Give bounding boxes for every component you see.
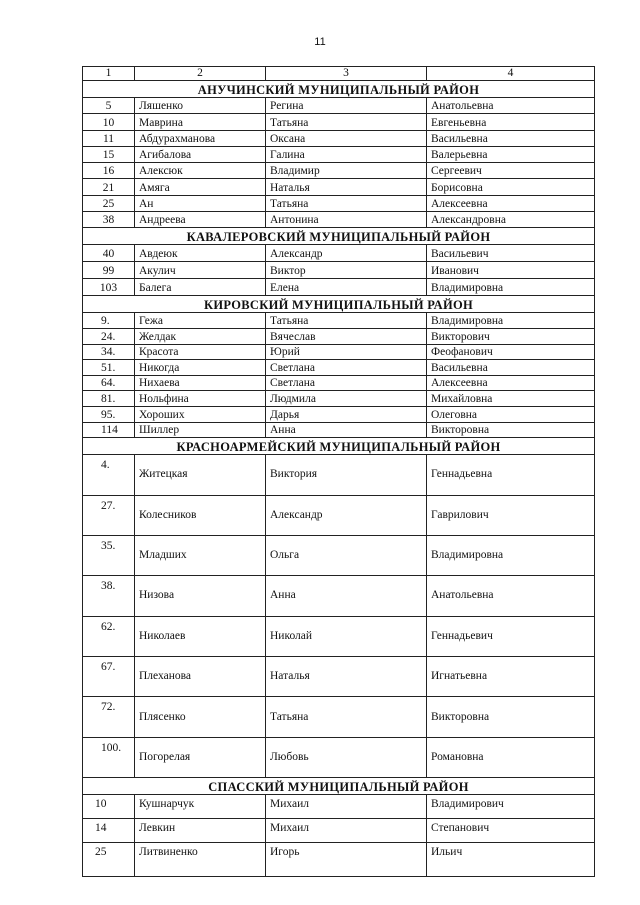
column-number: 4 — [427, 67, 595, 81]
first-name-cell: Галина — [266, 146, 427, 162]
row-number: 16 — [83, 163, 135, 179]
patronymic-cell: Викторович — [427, 328, 595, 344]
column-number-row — [83, 67, 595, 81]
patronymic-cell: Геннадьевна — [427, 455, 595, 495]
surname-cell: Никогда — [135, 360, 266, 376]
district-heading: КРАСНОАРМЕЙСКИЙ МУНИЦИПАЛЬНЫЙ РАЙОН — [83, 438, 595, 455]
first-name-cell: Виктория — [266, 455, 427, 495]
first-name-cell: Светлана — [266, 360, 427, 376]
table-row — [83, 262, 595, 279]
row-number: 25 — [83, 195, 135, 211]
table-row — [83, 455, 595, 495]
patronymic-cell: Васильевич — [427, 245, 595, 262]
first-name-cell: Владимир — [266, 163, 427, 179]
patronymic-cell: Владимировна — [427, 535, 595, 575]
patronymic-cell: Васильевна — [427, 360, 595, 376]
first-name-cell: Антонина — [266, 212, 427, 228]
surname-cell: Красота — [135, 344, 266, 360]
patronymic-cell: Степанович — [427, 819, 595, 843]
table-row — [83, 819, 595, 843]
first-name-cell: Михаил — [266, 795, 427, 819]
table-row — [83, 495, 595, 535]
table-row — [83, 212, 595, 228]
first-name-cell: Анна — [266, 422, 427, 438]
table-row — [83, 245, 595, 262]
patronymic-cell: Викторовна — [427, 422, 595, 438]
first-name-cell: Наталья — [266, 657, 427, 697]
surname-cell: Младших — [135, 535, 266, 575]
first-name-cell: Николай — [266, 616, 427, 656]
table-row — [83, 616, 595, 656]
patronymic-cell: Евгеньевна — [427, 114, 595, 130]
table-row — [83, 843, 595, 877]
surname-cell: Алексюк — [135, 163, 266, 179]
column-number: 1 — [83, 67, 135, 81]
surname-cell: Левкин — [135, 819, 266, 843]
patronymic-cell: Феофанович — [427, 344, 595, 360]
row-number: 10 — [83, 114, 135, 130]
first-name-cell: Светлана — [266, 375, 427, 391]
row-number: 10 — [83, 795, 135, 819]
table-row — [83, 657, 595, 697]
patronymic-cell: Алексеевна — [427, 195, 595, 211]
patronymic-cell: Игнатьевна — [427, 657, 595, 697]
row-number: 9. — [83, 313, 135, 329]
first-name-cell: Татьяна — [266, 697, 427, 737]
table-row — [83, 422, 595, 438]
table-row — [83, 179, 595, 195]
district-heading: АНУЧИНСКИЙ МУНИЦИПАЛЬНЫЙ РАЙОН — [83, 81, 595, 98]
surname-cell: Нольфина — [135, 391, 266, 407]
patronymic-cell: Владимировна — [427, 313, 595, 329]
first-name-cell: Татьяна — [266, 313, 427, 329]
patronymic-cell: Владимировна — [427, 279, 595, 296]
surname-cell: Балега — [135, 279, 266, 296]
first-name-cell: Любовь — [266, 737, 427, 777]
row-number: 24. — [83, 328, 135, 344]
table-row — [83, 130, 595, 146]
row-number: 14 — [83, 819, 135, 843]
surname-cell: Ан — [135, 195, 266, 211]
row-number: 27. — [83, 495, 135, 535]
page-number: 11 — [314, 36, 326, 48]
row-number: 81. — [83, 391, 135, 407]
table-row — [83, 375, 595, 391]
patronymic-cell: Александровна — [427, 212, 595, 228]
district-heading-row — [83, 778, 595, 795]
district-heading-row — [83, 81, 595, 98]
table-row — [83, 795, 595, 819]
district-heading-row — [83, 228, 595, 245]
patronymic-cell: Геннадьевич — [427, 616, 595, 656]
row-number: 15 — [83, 146, 135, 162]
row-number: 21 — [83, 179, 135, 195]
patronymic-cell: Викторовна — [427, 697, 595, 737]
surname-cell: Ляшенко — [135, 98, 266, 114]
table-row — [83, 406, 595, 422]
patronymic-cell: Ильич — [427, 843, 595, 877]
first-name-cell: Михаил — [266, 819, 427, 843]
row-number: 67. — [83, 657, 135, 697]
row-number: 11 — [83, 130, 135, 146]
surname-cell: Житецкая — [135, 455, 266, 495]
row-number: 4. — [83, 455, 135, 495]
table-row — [83, 391, 595, 407]
surname-cell: Маврина — [135, 114, 266, 130]
row-number: 64. — [83, 375, 135, 391]
first-name-cell: Татьяна — [266, 114, 427, 130]
first-name-cell: Дарья — [266, 406, 427, 422]
surname-cell: Гежа — [135, 313, 266, 329]
row-number: 72. — [83, 697, 135, 737]
first-name-cell: Татьяна — [266, 195, 427, 211]
surname-cell: Авдеюк — [135, 245, 266, 262]
first-name-cell: Анна — [266, 576, 427, 616]
table-row — [83, 98, 595, 114]
row-number: 95. — [83, 406, 135, 422]
surname-cell: Агибалова — [135, 146, 266, 162]
surname-cell: Николаев — [135, 616, 266, 656]
surname-cell: Хороших — [135, 406, 266, 422]
first-name-cell: Виктор — [266, 262, 427, 279]
row-number: 38 — [83, 212, 135, 228]
first-name-cell: Игорь — [266, 843, 427, 877]
table-row — [83, 163, 595, 179]
first-name-cell: Елена — [266, 279, 427, 296]
table-row — [83, 535, 595, 575]
surname-cell: Низова — [135, 576, 266, 616]
patronymic-cell: Алексеевна — [427, 375, 595, 391]
patronymic-cell: Борисовна — [427, 179, 595, 195]
row-number: 34. — [83, 344, 135, 360]
row-number: 5 — [83, 98, 135, 114]
district-heading-row — [83, 438, 595, 455]
table-row — [83, 195, 595, 211]
patronymic-cell: Владимирович — [427, 795, 595, 819]
table-row — [83, 146, 595, 162]
row-number: 100. — [83, 737, 135, 777]
first-name-cell: Александр — [266, 245, 427, 262]
first-name-cell: Регина — [266, 98, 427, 114]
patronymic-cell: Васильевна — [427, 130, 595, 146]
first-name-cell: Юрий — [266, 344, 427, 360]
table-row — [83, 313, 595, 329]
table-row — [83, 697, 595, 737]
first-name-cell: Оксана — [266, 130, 427, 146]
surname-cell: Кушнарчук — [135, 795, 266, 819]
patronymic-cell: Олеговна — [427, 406, 595, 422]
patronymic-cell: Михайловна — [427, 391, 595, 407]
column-number: 2 — [135, 67, 266, 81]
roster-body — [83, 67, 595, 877]
surname-cell: Амяга — [135, 179, 266, 195]
row-number: 62. — [83, 616, 135, 656]
table-row — [83, 576, 595, 616]
row-number: 25 — [83, 843, 135, 877]
patronymic-cell: Сергеевич — [427, 163, 595, 179]
surname-cell: Погорелая — [135, 737, 266, 777]
row-number: 51. — [83, 360, 135, 376]
first-name-cell: Наталья — [266, 179, 427, 195]
surname-cell: Желдак — [135, 328, 266, 344]
first-name-cell: Александр — [266, 495, 427, 535]
table-row — [83, 328, 595, 344]
first-name-cell: Людмила — [266, 391, 427, 407]
patronymic-cell: Иванович — [427, 262, 595, 279]
roster-table — [82, 66, 595, 877]
district-heading-row — [83, 296, 595, 313]
row-number: 103 — [83, 279, 135, 296]
surname-cell: Шиллер — [135, 422, 266, 438]
surname-cell: Абдурахманова — [135, 130, 266, 146]
patronymic-cell: Анатольевна — [427, 98, 595, 114]
district-heading: СПАССКИЙ МУНИЦИПАЛЬНЫЙ РАЙОН — [83, 778, 595, 795]
table-row — [83, 344, 595, 360]
patronymic-cell: Гаврилович — [427, 495, 595, 535]
table-row — [83, 279, 595, 296]
patronymic-cell: Анатольевна — [427, 576, 595, 616]
row-number: 38. — [83, 576, 135, 616]
table-row — [83, 360, 595, 376]
patronymic-cell: Валерьевна — [427, 146, 595, 162]
table-row — [83, 114, 595, 130]
row-number: 35. — [83, 535, 135, 575]
surname-cell: Плеханова — [135, 657, 266, 697]
first-name-cell: Вячеслав — [266, 328, 427, 344]
table-row — [83, 737, 595, 777]
surname-cell: Нихаева — [135, 375, 266, 391]
row-number: 40 — [83, 245, 135, 262]
surname-cell: Плясенко — [135, 697, 266, 737]
surname-cell: Андреева — [135, 212, 266, 228]
district-heading: КИРОВСКИЙ МУНИЦИПАЛЬНЫЙ РАЙОН — [83, 296, 595, 313]
row-number: 99 — [83, 262, 135, 279]
surname-cell: Акулич — [135, 262, 266, 279]
first-name-cell: Ольга — [266, 535, 427, 575]
row-number: 114 — [83, 422, 135, 438]
surname-cell: Колесников — [135, 495, 266, 535]
district-heading: КАВАЛЕРОВСКИЙ МУНИЦИПАЛЬНЫЙ РАЙОН — [83, 228, 595, 245]
column-number: 3 — [266, 67, 427, 81]
surname-cell: Литвиненко — [135, 843, 266, 877]
patronymic-cell: Романовна — [427, 737, 595, 777]
